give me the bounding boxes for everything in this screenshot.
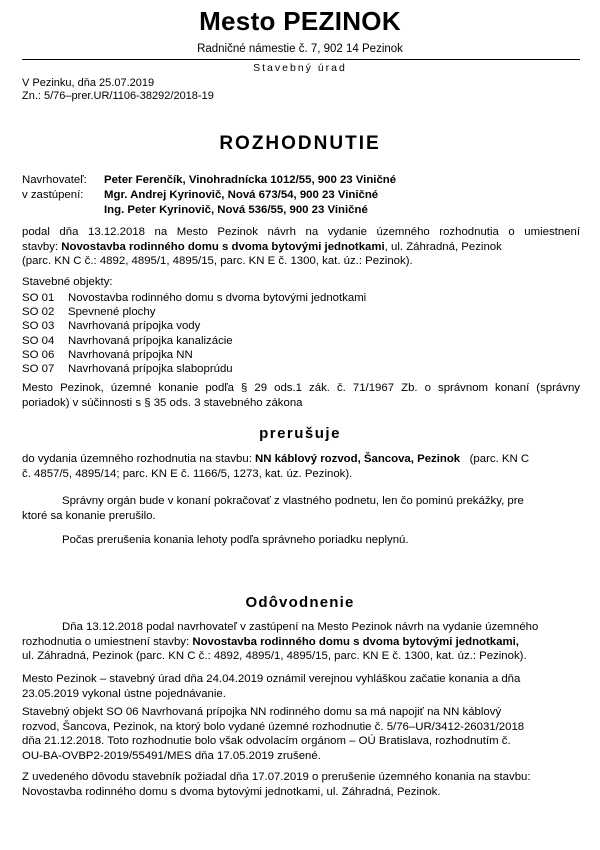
office-name: Stavebný úrad (253, 62, 347, 74)
representative-1: Mgr. Andrej Kyrinovič, Nová 673/54, 900 23 Viničné (104, 189, 379, 201)
represented-label: v zastúpení: (22, 189, 84, 201)
intro-stavby-label: stavby: (22, 240, 59, 253)
place-date: V Pezinku, dňa 25.07.2019 (22, 77, 155, 89)
reasoning-p3-line-3: dňa 21.12.2018. Toto rozhodnutie bolo však odvolacím orgánom – OÚ Bratislava, rozhodnutím č. (22, 735, 511, 747)
object-code: SO 02 (22, 306, 55, 319)
reasoning-paragraph-4 (22, 770, 580, 799)
interrupts-project-name: NN káblový rozvod, Šancova, Pezinok (255, 453, 461, 465)
object-code: SO 07 (22, 363, 55, 376)
reasoning-p2-line-1: Mesto Pezinok – stavebný úrad dňa 24.04.2019 oznámil verejnou vyhláškou začatie konania a dňa (22, 673, 521, 685)
municipality-title: Mesto PEZINOK (199, 6, 401, 36)
reasoning-p1-prefix: rozhodnutia o umiestnení stavby: (22, 635, 190, 648)
intro-line-2 (22, 240, 580, 255)
list-item (22, 319, 366, 333)
reasoning-p4-line-1: Z uvedeného dôvodu stavebník požiadal dňa 17.07.2019 o prerušenie územného konania na stavbu: (22, 771, 531, 783)
object-code: SO 06 (22, 348, 55, 361)
reasoning-title: Odôvodnenie (245, 594, 355, 611)
object-code: SO 04 (22, 334, 55, 347)
objects-heading: Stavebné objekty: (22, 276, 113, 288)
decision-title: ROZHODNUTIE (219, 133, 381, 154)
list-item (22, 291, 366, 305)
authority-line-1: Mesto Pezinok, územné konanie podľa § 29 ods.1 zák. č. 71/1967 Zb. o správnom konaní (správny (22, 382, 580, 394)
object-code: SO 03 (22, 320, 55, 333)
object-code: SO 01 (22, 292, 55, 304)
list-item (22, 348, 366, 362)
intro-line-1: podal dňa 13.12.2018 na Mesto Pezinok návrh na vydanie územného rozhodnutia o umiestnení (22, 226, 580, 238)
intro-location: , ul. Záhradná, Pezinok (384, 240, 502, 253)
file-number: Zn.: 5/76–prer.UR/1106-38292/2018-19 (22, 90, 214, 102)
applicant-value: Peter Ferenčík, Vinohradnícka 1012/55, 900 23 Viničné (104, 174, 397, 186)
reasoning-p1-project-name: Novostavba rodinného domu s dvoma bytovými jednotkami, (192, 635, 519, 648)
intro-paragraph (22, 225, 580, 269)
object-name: Navrhovaná prípojka slaboprúdu (68, 363, 233, 376)
applicant-label: Navrhovateľ: (22, 174, 87, 186)
continuation-paragraph (22, 494, 580, 523)
reasoning-p1-line-2 (22, 635, 580, 650)
reasoning-paragraph-2 (22, 672, 580, 701)
interrupts-title: prerušuje (259, 425, 341, 442)
intro-line-3: (parc. KN C č.: 4892, 4895/1, 4895/15, parc. KN E č. 1300, kat. úz.: Pezinok). (22, 255, 413, 267)
deadline-paragraph (22, 533, 580, 548)
intro-project-name: Novostavba rodinného domu s dvoma bytovými jednotkami (61, 240, 385, 253)
reasoning-paragraph-3 (22, 705, 580, 763)
objects-list (22, 291, 366, 376)
deadline-line: Počas prerušenia konania lehoty podľa správneho poriadku neplynú. (62, 534, 409, 546)
continuation-line-1: Správny orgán bude v konaní pokračovať z vlastného podnetu, len čo pominú prekážky, pre (62, 495, 524, 507)
interrupts-parcel-start: (parc. KN C (469, 453, 530, 465)
interrupts-line-2: č. 4857/5, 4895/14; parc. KN E č. 1166/5, 1273, kat. úz. Pezinok). (22, 467, 353, 480)
reasoning-p3-line-2: rozvod, Šancova, Pezinok, na ktorý bolo vydané územné rozhodnutie č. 5/76–UR/3412-26031/2018 (22, 720, 525, 733)
object-name: Navrhovaná prípojka kanalizácie (68, 334, 233, 347)
representative-2: Ing. Peter Kyrinovič, Nová 536/55, 900 23 Viničné (104, 204, 368, 216)
object-name: Navrhovaná prípojka vody (68, 320, 201, 333)
authority-line-2: poriadok) v súčinnosti s § 35 ods. 3 stavebného zákona (22, 396, 303, 409)
reasoning-p3-line-4: OU-BA-OVBP2-2019/55491/MES dňa 17.05.2019 zrušené. (22, 749, 321, 762)
reasoning-p2-line-2: 23.05.2019 vykonal ústne pojednávanie. (22, 687, 226, 700)
reasoning-p1-line-1: Dňa 13.12.2018 podal navrhovateľ v zastúpení na Mesto Pezinok návrh na vydanie územného (62, 621, 539, 633)
authority-paragraph (22, 381, 580, 410)
object-name: Navrhovaná prípojka NN (68, 348, 193, 361)
list-item (22, 362, 366, 376)
object-name: Spevnené plochy (68, 306, 156, 319)
reasoning-p1-line-3: ul. Záhradná, Pezinok (parc. KN C č.: 4892, 4895/1, 4895/15, parc. KN E č. 1300, kat. úz.: Pezinok). (22, 650, 527, 662)
continuation-line-2: ktoré sa konanie prerušilo. (22, 509, 156, 522)
interrupts-paragraph (22, 452, 580, 481)
list-item (22, 305, 366, 319)
interrupts-prefix: do vydania územného rozhodnutia na stavbu: (22, 453, 252, 465)
reasoning-paragraph-1 (22, 620, 580, 664)
list-item (22, 334, 366, 348)
interrupts-line-1 (22, 452, 580, 467)
reasoning-p3-line-1: Stavebný objekt SO 06 Navrhovaná prípojka NN rodinného domu sa má napojiť na NN káblový (22, 706, 502, 718)
object-name: Novostavba rodinného domu s dvoma bytovými jednotkami (68, 292, 367, 304)
municipality-address: Radničné námestie č. 7, 902 14 Pezinok (197, 43, 403, 55)
header-divider (22, 59, 580, 60)
reasoning-p4-line-2: Novostavba rodinného domu s dvoma bytovými jednotkami, ul. Záhradná, Pezinok. (22, 785, 441, 798)
